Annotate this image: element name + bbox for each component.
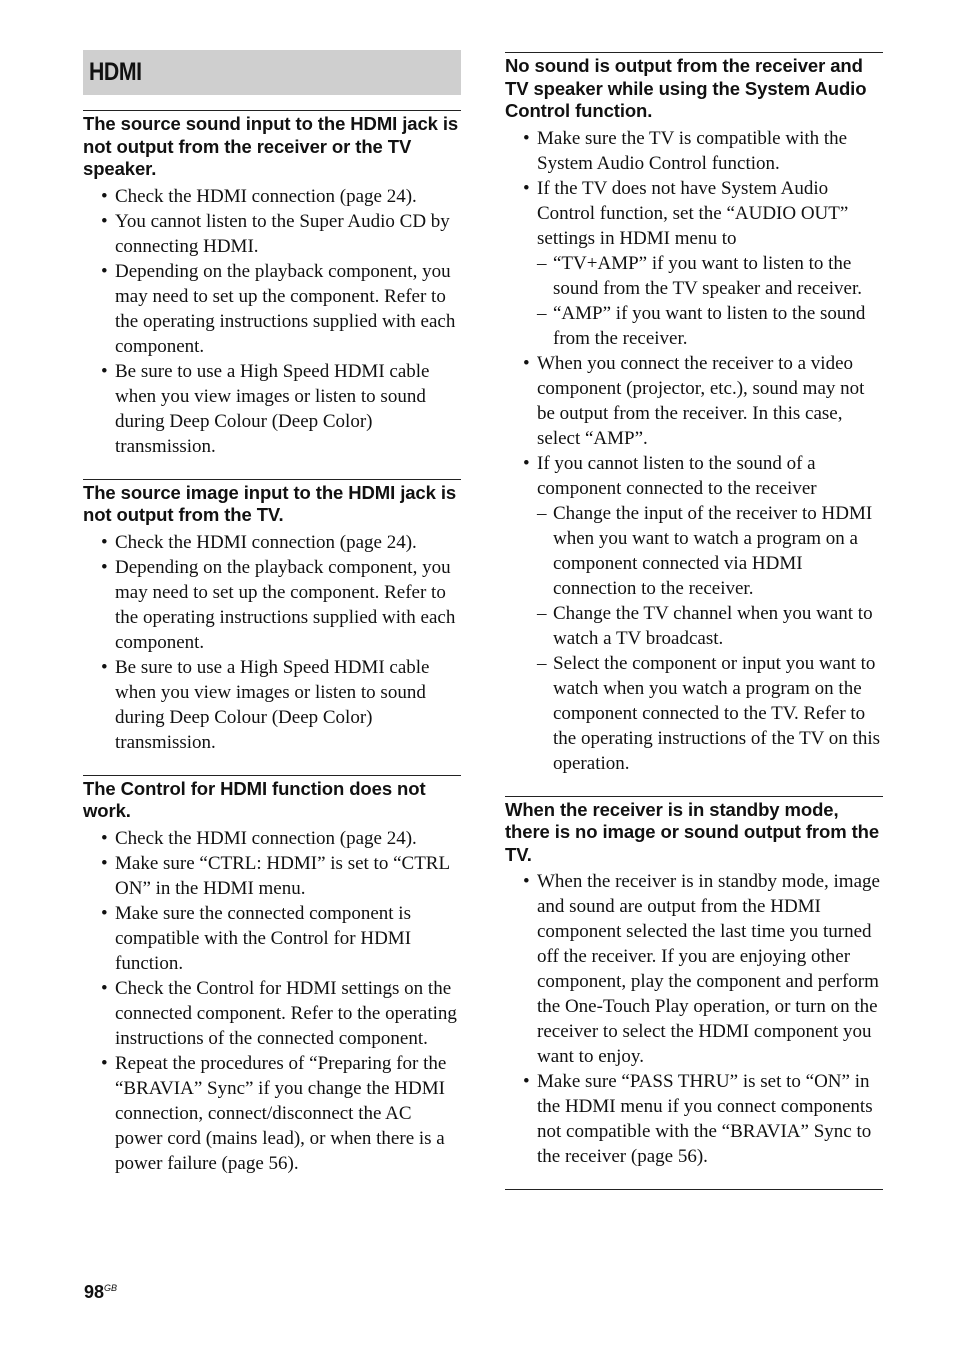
page-number-suffix: GB (104, 1283, 118, 1293)
section-title-banner (83, 50, 461, 95)
bullet-list (83, 530, 461, 755)
dash-list (537, 501, 883, 776)
troubleshoot-block (83, 110, 461, 459)
bullet-list (505, 869, 883, 1169)
list-item (505, 1069, 883, 1169)
list-item: • You cannot listen to the Super Audio CD by connecting HDMI. (83, 209, 461, 259)
block-heading: When the receiver is in standby mode, there is no image or sound output from the TV. (505, 798, 880, 865)
list-item: • Check the HDMI connection (page 24). (83, 826, 461, 851)
list-item (505, 126, 883, 176)
troubleshoot-block (83, 479, 461, 755)
list-item: • Check the HDMI connection (page 24). (83, 530, 461, 555)
sub-item: – “TV+AMP” if you want to listen to the sound from the TV speaker and receiver. (537, 251, 883, 301)
list-item: • Check the Control for HDMI settings on the connected component. Refer to the operating instructions of the connected component. (83, 976, 461, 1051)
page-number-value: 98 (84, 1282, 105, 1302)
bullet-list (83, 184, 461, 459)
block-heading: No sound is output from the receiver and TV speaker while using the System Audio Control function. (505, 55, 867, 121)
left-column (83, 50, 461, 1176)
block-heading: The source sound input to the HDMI jack is not output from the receiver or the TV speaker. (83, 113, 459, 179)
block-heading: The Control for HDMI function does not work. (83, 777, 426, 821)
sub-item: – Change the input of the receiver to HDMI when you want to watch a program on a component connected via HDMI connection to the receiver. (537, 501, 883, 601)
dash-list (537, 251, 883, 351)
list-item-text: If you cannot listen to the sound of a component connected to the receiver (537, 452, 817, 499)
list-item: • Be sure to use a High Speed HDMI cable when you view images or listen to sound during Deep Colour (Deep Color) transmission. (83, 359, 461, 459)
list-item (505, 869, 883, 1069)
list-item-text: If the TV does not have System Audio Control function, set the “AUDIO OUT” settings in HDMI menu to (537, 177, 849, 249)
list-item: • Depending on the playback component, you may need to set up the component. Refer to the operating instructions supplied with each component. (83, 259, 461, 359)
sub-item: – “AMP” if you want to listen to the sound from the receiver. (537, 301, 883, 351)
end-divider (505, 1189, 883, 1190)
list-item: • Make sure the connected component is compatible with the Control for HDMI function. (83, 901, 461, 976)
list-item (505, 176, 883, 351)
list-item: • Make sure “CTRL: HDMI” is set to “CTRL ON” in the HDMI menu. (83, 851, 461, 901)
troubleshoot-block (505, 52, 883, 776)
sub-item: – Select the component or input you want to watch when you watch a program on the component connected to the TV. Refer to the operating instructions of the TV on this operation. (537, 651, 883, 776)
block-heading: The source image input to the HDMI jack is not output from the TV. (83, 481, 457, 525)
list-item-text: When the receiver is in standby mode, image and sound are output from the HDMI component selected the last time you turned off the receiver. If you are enjoying other component, play the component and perform the One-Touch Play operation, or turn on the receiver to select the HDMI component you want to enjoy. (537, 871, 880, 1067)
list-item: • Repeat the procedures of “Preparing for the “BRAVIA” Sync” if you change the HDMI connection, connect/disconnect the AC power cord (mains lead), or when there is a power failure (page 56). (83, 1051, 461, 1176)
right-column (505, 50, 883, 1190)
list-item (505, 451, 883, 776)
page-number (84, 1282, 117, 1303)
troubleshoot-block (505, 796, 883, 1170)
list-item-text: Make sure “PASS THRU” is set to “ON” in the HDMI menu if you connect components not compatible with the “BRAVIA” Sync to the receiver (page 56). (537, 1071, 873, 1167)
list-item: • Depending on the playback component, you may need to set up the component. Refer to the operating instructions supplied with each component. (83, 555, 461, 655)
list-item-text: Make sure the TV is compatible with the System Audio Control function. (537, 127, 848, 174)
list-item: • Be sure to use a High Speed HDMI cable when you view images or listen to sound during Deep Colour (Deep Color) transmission. (83, 655, 461, 755)
bullet-list (83, 826, 461, 1176)
section-title: HDMI (89, 58, 142, 86)
list-item-text: When you connect the receiver to a video component (projector, etc.), sound may not be output from the receiver. In this case, select “AMP”. (537, 352, 865, 449)
list-item: • Check the HDMI connection (page 24). (83, 184, 461, 209)
sub-item: – Change the TV channel when you want to watch a TV broadcast. (537, 601, 883, 651)
bullet-list (505, 126, 883, 776)
list-item (505, 351, 883, 451)
troubleshoot-block (83, 775, 461, 1176)
